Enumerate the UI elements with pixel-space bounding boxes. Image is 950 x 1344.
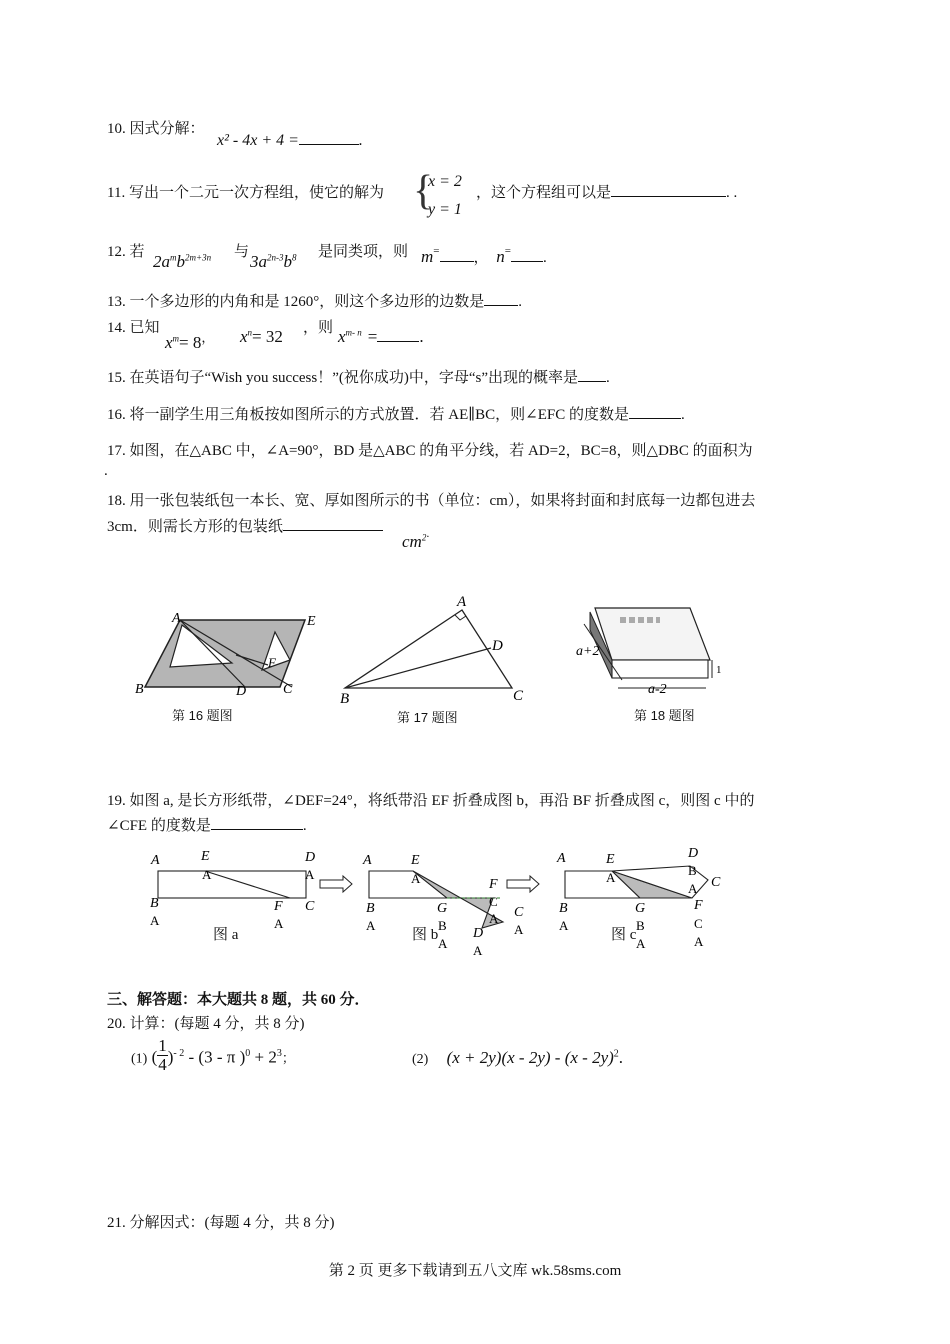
q12-n-blank[interactable] (511, 247, 543, 262)
fig19b-label-d: D (473, 926, 484, 941)
q11-brace: { (413, 168, 434, 214)
fig16 (135, 611, 316, 699)
fig16-label-a: A (172, 611, 181, 626)
fig19c-label-c: C (711, 875, 721, 890)
fig16-label-f: F (268, 655, 276, 670)
q10-expr: x² - 4x + 4 = . (217, 132, 363, 149)
fig19a-label-a: A (151, 853, 160, 868)
fig19c-label-gb: B (636, 918, 645, 933)
fig17-bisector (345, 648, 491, 688)
q19-line2: ∠CFE 的度数是 . (107, 814, 307, 835)
q14-a: $x^m= 8^,$ (165, 330, 215, 352)
fig19c-label-ea: A (606, 870, 616, 885)
fig19a-label-ba: A (150, 913, 160, 928)
fig19c-label-e: E (606, 852, 615, 867)
q21-label: 21. 分解因式：(每题 4 分，共 8 分) (107, 1215, 335, 1231)
fig19b-label-b: B (366, 901, 375, 916)
fig19c-label-fa: A (694, 934, 704, 949)
fig19c-label-ga: A (636, 936, 646, 951)
fig19a-label-ea: A (202, 867, 212, 882)
fig19b-label-ca2: A (514, 922, 524, 937)
q12-term1: $2a^mb^{2m+3n}$ (153, 252, 212, 271)
fig19b-label-ea: A (411, 871, 421, 886)
fig19b-label-a: A (363, 853, 372, 868)
q12-answers: m= ， n= . (421, 245, 547, 266)
fig19b-label-ga: A (438, 936, 448, 951)
q20-part1: (1) ( $\frac{1}{4}$ )$^{- 2}$ - (3 - π )$^0 + 2^3$； (131, 1036, 295, 1074)
q14-blank[interactable] (377, 327, 419, 342)
q18-blank[interactable] (283, 516, 383, 531)
fig19c-caption: 图 c (611, 927, 637, 943)
fig17-right-angle (455, 615, 466, 620)
fig16-label-d: D (236, 684, 247, 699)
q20-label: 20. 计算：(每题 4 分，共 8 分) (107, 1016, 305, 1032)
fig19c-label-fc: C (694, 916, 703, 931)
fig17-label-a: A (457, 594, 467, 610)
fig19b-label-cc: C (489, 894, 498, 909)
fig19b-label-ba: A (366, 918, 376, 933)
fig19c-label-ba: A (559, 918, 569, 933)
q17-line2: . (104, 463, 108, 479)
fig19c-label-da: A (688, 881, 698, 896)
fig18-cover (595, 608, 710, 660)
q14-b: $x^n= 32$ (240, 327, 283, 346)
q18-unit: $cm^{2.}$ (402, 526, 430, 551)
fig19b-label-e: E (411, 853, 420, 868)
fig19b-label-g: G (437, 901, 448, 916)
q19-line1: 19. 如图 a, 是长方形纸带，∠DEF=24°，将纸带沿 EF 折叠成图 b，再沿 BF 折叠成图 c，则图 c 中的 (107, 793, 755, 809)
caption-17: 第 17 题图 (397, 710, 458, 725)
q10-label: 10. 因式分解： (107, 121, 205, 137)
fig16-label-c: C (283, 682, 293, 697)
q10 (107, 117, 205, 138)
arrow-2-icon (507, 876, 539, 892)
arrow-a-to-b (320, 876, 352, 892)
fig19a-label-e: E (201, 849, 210, 864)
q17-line1: 17. 如图，在△ABC 中，∠A=90°，BD 是△ABC 的角平分线，若 AD=2，BC=8，则△DBC 的面积为 (107, 443, 753, 459)
fig18 (576, 608, 722, 697)
q12-label: 12. 若 (107, 244, 145, 260)
fig19a (150, 849, 315, 931)
q14-c: $x^{m- n}$ = . (338, 327, 424, 346)
fig19c-label-a: A (557, 851, 566, 866)
q14-then: ，则 (303, 320, 334, 336)
arrow-1-icon (320, 876, 352, 892)
q15: 15. 在英语句子“Wish you success！”(祝你成功)中，字母“s”出现的概率是 . (107, 366, 610, 387)
q13-blank[interactable] (484, 291, 518, 306)
figures-16-18 (0, 585, 950, 735)
q12-m-blank[interactable] (440, 247, 474, 262)
fig17 (340, 594, 524, 707)
fig19a-strip (158, 871, 306, 898)
caption-16: 第 16 题图 (172, 708, 233, 723)
fig16-label-b: B (135, 682, 144, 697)
fig19a-label-c: C (305, 899, 315, 914)
fig19c-label-b: B (559, 901, 568, 916)
fig17-label-c: C (513, 688, 524, 704)
page-footer: 第 2 页 更多下载请到五八文库 wk.58sms.com (328, 1263, 622, 1279)
fig18-label-h: a+2 (576, 644, 600, 659)
q11: 11. 写出一个二元一次方程组，使它的解为 (107, 185, 384, 201)
q18-line2: 3cm．则需长方形的包装纸 (107, 515, 383, 536)
fig19b-label-ca: A (489, 911, 499, 926)
fig19a-caption: 图 a (213, 927, 239, 943)
fig19b-label-gb: B (438, 918, 447, 933)
q13: 13. 一个多边形的内角和是 1260°，则这个多边形的边数是 . (107, 290, 522, 311)
q12-with: 与 (234, 244, 250, 260)
q19-blank[interactable] (211, 815, 303, 830)
fig18-label-w: a-2 (648, 682, 667, 697)
fig19c-label-g: G (635, 901, 646, 916)
q16: 16. 将一副学生用三角板按如图所示的方式放置．若 AE∥BC，则∠EFC 的度数是 . (107, 403, 685, 424)
fig19c-label-f: F (694, 898, 703, 913)
fig19b-label-da: A (473, 943, 483, 958)
fig19a-label-fa: A (274, 916, 284, 931)
q20-fraction: $\frac{1}{4}$ (158, 1036, 167, 1074)
q12-term2: $3a^{2n-3}b^8$ (250, 252, 297, 271)
q20-part2: (2) (x + 2y)(x - 2y) - (x - 2y)$^2$. (412, 1048, 624, 1067)
fig19b (362, 853, 524, 958)
q16-blank[interactable] (629, 404, 681, 419)
fig19b-label-c: C (514, 905, 524, 920)
q12-tail: 是同类项，则 (318, 244, 409, 260)
figure-19 (0, 840, 950, 965)
fig19b-label-f: F (489, 877, 498, 892)
caption-18: 第 18 题图 (634, 708, 695, 723)
fig19a-label-b: B (150, 896, 159, 911)
section-3-title: 三、解答题：本大题共 8 题，共 60 分． (107, 992, 370, 1008)
q11-sol2: y = 1 (428, 201, 462, 218)
fig19c-label-d: D (688, 846, 699, 861)
fig17-label-d: D (492, 638, 503, 654)
fig19a-label-f: F (274, 899, 283, 914)
fig19a-label-d: D (305, 850, 316, 865)
q15-blank[interactable] (578, 367, 606, 382)
q10-blank[interactable] (299, 130, 359, 145)
q11-blank[interactable] (611, 182, 726, 197)
q11-sol1: x = 2 (428, 173, 462, 190)
q18-line1: 18. 用一张包装纸包一本长、宽、厚如图所示的书（单位：cm），如果将封面和封底每一边都包进去 (107, 493, 756, 509)
fig19c (556, 846, 721, 951)
fig16-label-e: E (307, 614, 316, 629)
q14-label: 14. 已知 (107, 320, 160, 336)
fig17-label-b: B (340, 691, 350, 707)
fig19a-label-da: A (305, 867, 315, 882)
arrow-b-to-c (507, 876, 539, 892)
fig19b-caption: 图 b (412, 927, 439, 943)
fig19c-label-db: B (688, 863, 697, 878)
fig18-label-t: 1 (716, 664, 722, 676)
q11-tail: ，这个方程组可以是 . . (476, 181, 737, 202)
fig18-pages (612, 660, 708, 678)
